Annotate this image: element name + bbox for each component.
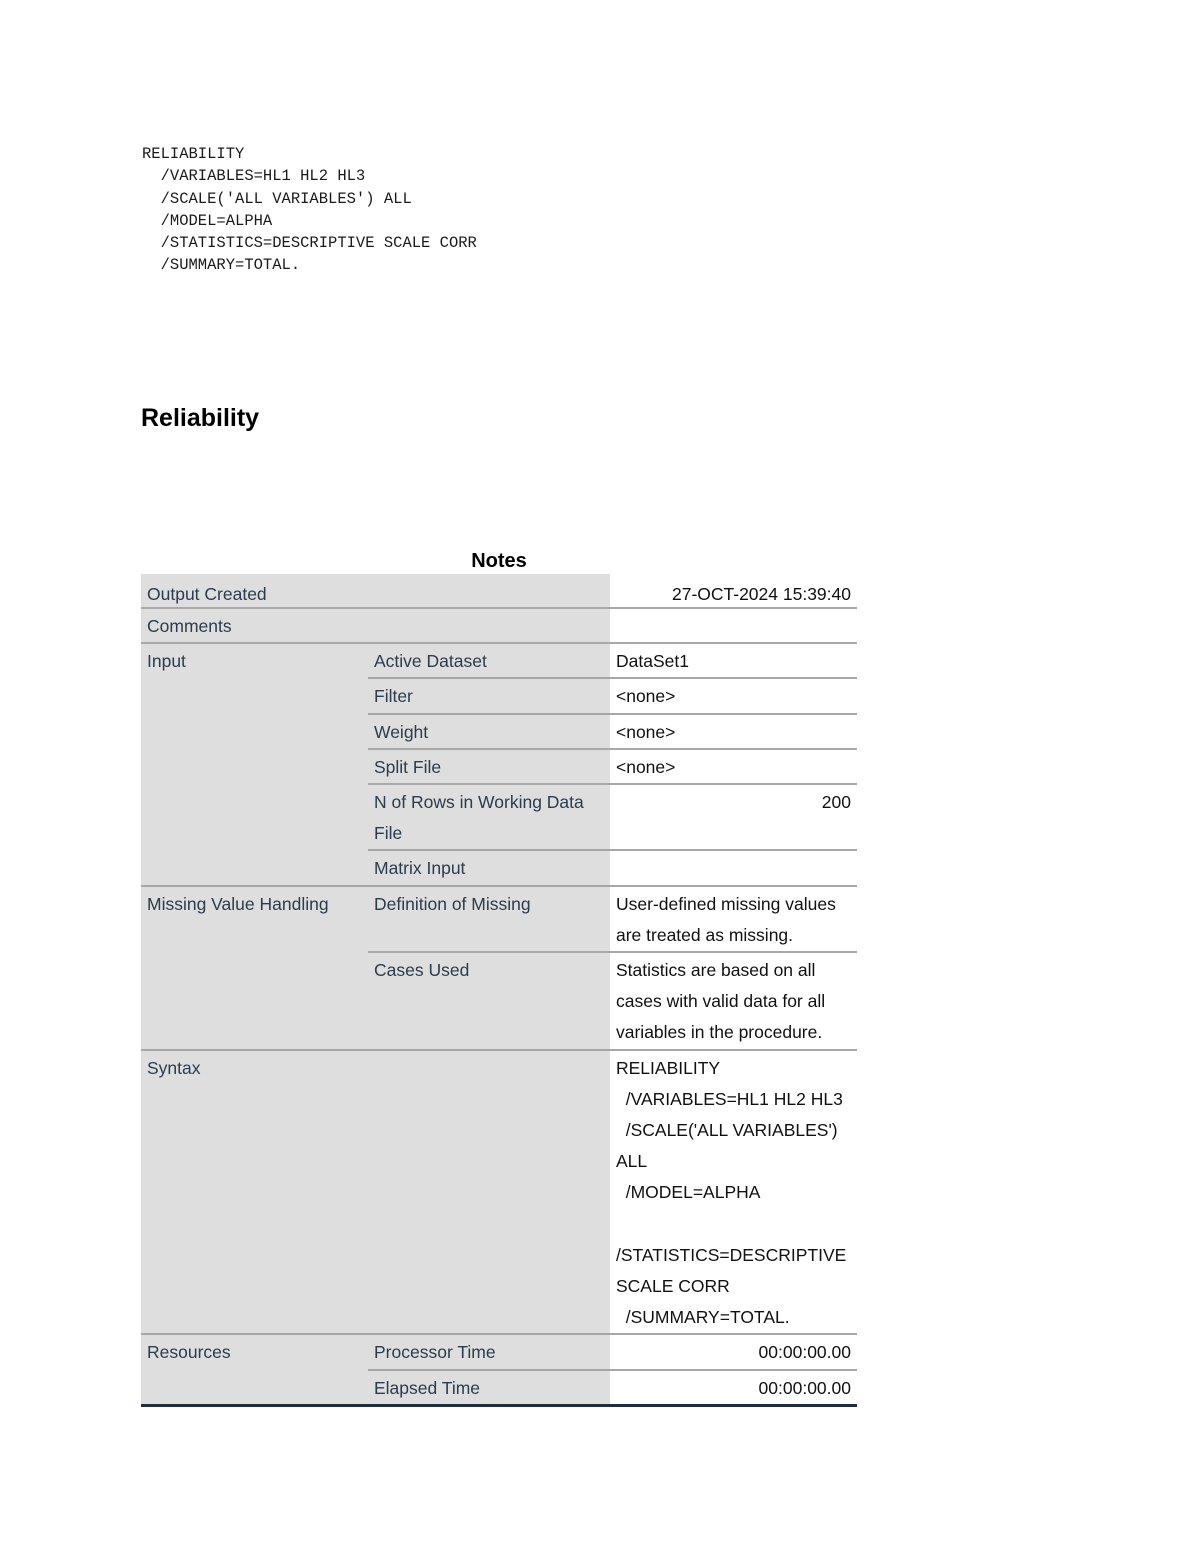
elapsed-time-label: Elapsed Time [368, 1370, 610, 1406]
table-row [141, 643, 857, 678]
table-row [141, 1050, 857, 1335]
filter-label: Filter [368, 678, 610, 713]
definition-of-missing-value: User-defined missing values are treated as missing. [610, 886, 857, 952]
notes-table-title: Notes [471, 550, 527, 572]
processor-time-value: 00:00:00.00 [610, 1334, 857, 1369]
definition-of-missing-label: Definition of Missing [368, 886, 610, 952]
notes-table [141, 574, 857, 1407]
processor-time-label: Processor Time [368, 1334, 610, 1369]
table-row [141, 574, 857, 608]
comments-value [610, 608, 857, 643]
n-rows-label: N of Rows in Working Data File [368, 784, 610, 850]
weight-label: Weight [368, 714, 610, 749]
notes-table-container [141, 548, 857, 1407]
table-row [141, 1334, 857, 1369]
comments-label: Comments [141, 608, 610, 643]
syntax-value: RELIABILITY /VARIABLES=HL1 HL2 HL3 /SCALE('ALL VARIABLES') ALL /MODEL=ALPHA /STATISTICS=DESCRIPTIVE SCALE CORR /SUMMARY=TOTAL. [610, 1050, 857, 1335]
table-row [141, 886, 857, 952]
weight-value: <none> [610, 714, 857, 749]
table-row [141, 608, 857, 643]
syntax-label: Syntax [141, 1050, 610, 1335]
input-group-label: Input [141, 643, 368, 885]
cases-used-label: Cases Used [368, 952, 610, 1050]
output-created-label: Output Created [141, 574, 610, 608]
split-file-label: Split File [368, 749, 610, 784]
resources-label: Resources [141, 1334, 368, 1405]
syntax-command-block: RELIABILITY /VARIABLES=HL1 HL2 HL3 /SCALE('ALL VARIABLES') ALL /MODEL=ALPHA /STATISTICS=DESCRIPTIVE SCALE CORR /SUMMARY=TOTAL. [142, 145, 477, 275]
n-rows-value: 200 [610, 784, 857, 850]
active-dataset-value: DataSet1 [610, 643, 857, 678]
matrix-input-label: Matrix Input [368, 850, 610, 885]
filter-value: <none> [610, 678, 857, 713]
page-title: Reliability [141, 404, 260, 432]
active-dataset-label: Active Dataset [368, 643, 610, 678]
elapsed-time-value: 00:00:00.00 [610, 1370, 857, 1406]
cases-used-value: Statistics are based on all cases with valid data for all variables in the procedure. [610, 952, 857, 1050]
split-file-value: <none> [610, 749, 857, 784]
missing-value-handling-label: Missing Value Handling [141, 886, 368, 1050]
matrix-input-value [610, 850, 857, 885]
output-created-value: 27-OCT-2024 15:39:40 [610, 574, 857, 608]
